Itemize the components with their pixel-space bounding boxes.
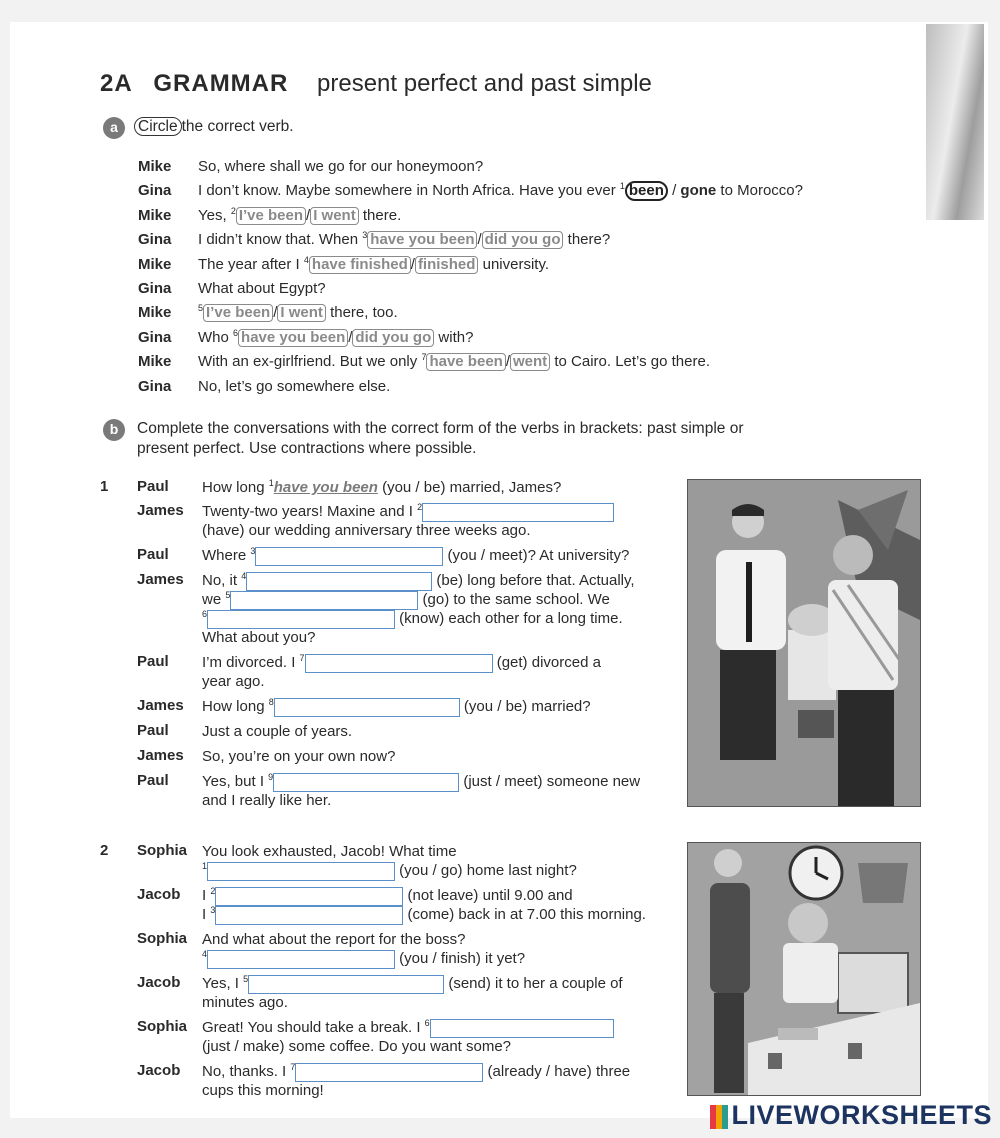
logo-icon — [710, 1105, 728, 1129]
answer-gap-2[interactable] — [422, 503, 614, 522]
speaker: Gina — [138, 182, 172, 200]
verb-option[interactable]: did you go — [352, 329, 434, 347]
example-answer: have you been — [273, 479, 378, 496]
illustration-office-late-night — [687, 842, 921, 1096]
answer-gap-5[interactable] — [230, 591, 418, 610]
speaker: James — [137, 747, 184, 764]
speaker: Mike — [138, 206, 172, 224]
verb-option[interactable]: have you been — [238, 329, 348, 347]
speaker: James — [137, 697, 184, 714]
speaker: Paul — [137, 478, 169, 495]
verb-option[interactable]: have finished — [309, 256, 411, 274]
speaker: James — [137, 502, 184, 519]
speaker: Sophia — [137, 842, 188, 859]
answer-gap-3[interactable] — [255, 547, 443, 566]
speaker: Mike — [138, 353, 172, 371]
speaker: Gina — [138, 280, 172, 297]
speaker: Paul — [137, 546, 169, 563]
answer-gap-c2-4[interactable] — [207, 950, 395, 969]
speaker: Sophia — [137, 930, 188, 947]
answer-gap-c2-1[interactable] — [207, 862, 395, 881]
speaker: Paul — [137, 722, 169, 739]
verb-option[interactable]: went — [510, 353, 550, 371]
speaker: Mike — [138, 158, 172, 175]
answer-gap-7[interactable] — [305, 654, 493, 673]
part-b-instruction: Complete the conversations with the correct form of the verbs in brackets: past simple or present perfect. Use contractions where possible. — [137, 420, 744, 457]
brand-logo: LIVEWORKSHEETS — [710, 1100, 992, 1131]
speaker: Jacob — [137, 974, 181, 991]
answer-gap-c2-2[interactable] — [215, 887, 403, 906]
conversation-number: 2 — [100, 842, 109, 859]
speaker: Gina — [138, 377, 172, 395]
speaker: Mike — [138, 304, 172, 322]
verb-option[interactable]: been — [625, 181, 668, 201]
answer-gap-6[interactable] — [207, 610, 395, 629]
speaker: Gina — [138, 328, 172, 346]
verb-option[interactable]: I went — [277, 304, 326, 322]
speaker: Paul — [137, 772, 169, 789]
answer-gap-c2-6[interactable] — [430, 1019, 614, 1038]
speaker: Sophia — [137, 1018, 188, 1035]
speaker: James — [137, 571, 184, 588]
verb-option[interactable]: I went — [310, 207, 359, 225]
illustration-office-water-cooler — [687, 479, 921, 807]
speaker: Jacob — [137, 1062, 181, 1079]
speaker: Paul — [137, 653, 169, 670]
verb-option[interactable]: did you go — [482, 231, 564, 249]
verb-option[interactable]: I’ve been — [203, 304, 273, 322]
answer-gap-c2-5[interactable] — [248, 975, 444, 994]
answer-gap-4[interactable] — [246, 572, 432, 591]
decorative-corner — [926, 24, 984, 220]
section-b-badge: b — [103, 419, 125, 441]
verb-option[interactable]: finished — [415, 256, 479, 274]
speaker: Jacob — [137, 886, 181, 903]
answer-gap-9[interactable] — [273, 773, 459, 792]
answer-gap-8[interactable] — [274, 698, 460, 717]
verb-option[interactable]: I’ve been — [236, 207, 306, 225]
answer-gap-c2-3[interactable] — [215, 906, 403, 925]
speaker: Mike — [138, 255, 172, 273]
part-a-instruction: Circle the correct verb. — [134, 117, 294, 137]
verb-option[interactable]: have been — [426, 353, 505, 371]
verb-option[interactable]: gone — [680, 182, 717, 200]
page-title: 2A GRAMMAR present perfect and past simple — [100, 70, 652, 97]
section-a-badge: a — [103, 117, 125, 139]
verb-option[interactable]: have you been — [367, 231, 477, 249]
answer-gap-c2-7[interactable] — [295, 1063, 483, 1082]
speaker: Gina — [138, 231, 172, 249]
conversation-number: 1 — [100, 478, 109, 495]
